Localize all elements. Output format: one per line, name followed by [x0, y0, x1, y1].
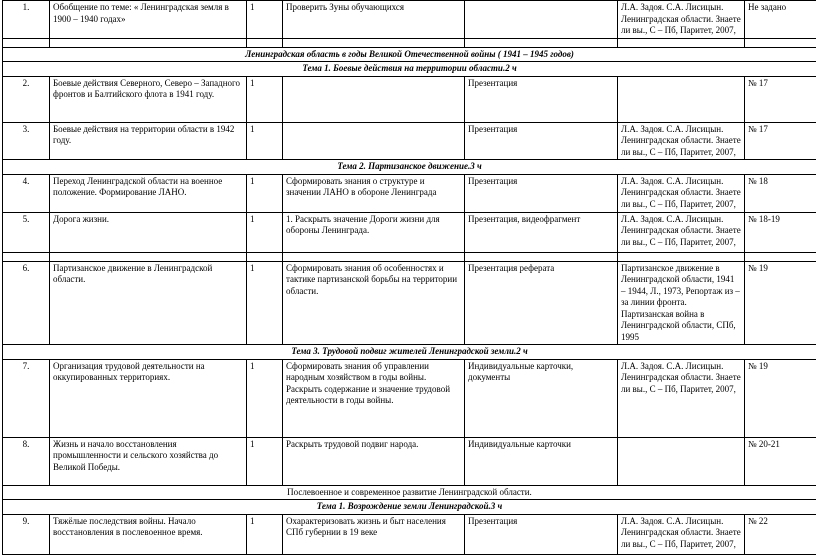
lesson-goal: Сформировать знания об управлении народным хозяйством в годы войны. Раскрыть содержание и значение трудовой деятельности в годы войны.	[283, 359, 465, 437]
lesson-number: 6.	[3, 261, 50, 345]
lesson-form: Индивидуальные карточки	[465, 437, 618, 485]
lesson-topic: Жизнь и начало восстановления промышленности и сельского хозяйства до Великой Победы.	[50, 437, 247, 485]
table-row	[3, 514, 816, 554]
table-row	[3, 38, 816, 47]
lesson-hours: 1	[247, 261, 283, 345]
lesson-topic: Дорога жизни.	[50, 212, 247, 252]
lesson-number: 5.	[3, 212, 50, 252]
lesson-topic: Боевые действия Северного, Северо – Западного фронтов и Балтийского флота в 1941 году.	[50, 76, 247, 122]
lesson-goal	[283, 76, 465, 122]
lesson-literature: Л.А. Задоя. С.А. Лисицын. Ленинградская области. Знаете ли вы., С – Пб, Паритет, 2007,	[618, 174, 745, 212]
section-row	[3, 485, 816, 500]
table-row	[3, 252, 816, 261]
table-row	[3, 76, 816, 122]
table-row	[3, 359, 816, 437]
lesson-goal: Раскрыть трудовой подвиг народа.	[283, 437, 465, 485]
section-row	[3, 345, 816, 360]
lesson-literature	[618, 76, 745, 122]
lesson-form: Презентация	[465, 174, 618, 212]
lesson-hours: 1	[247, 212, 283, 252]
lesson-goal	[283, 122, 465, 160]
lesson-literature: Партизанское движение в Ленинградской области, 1941 – 1944, Л., 1973, Репортаж из – за линии фронта. Партизанская война в Ленинградской области, СПб, 1995	[618, 261, 745, 345]
lesson-literature: Л.А. Задоя. С.А. Лисицын. Ленинградская области. Знаете ли вы., С – Пб, Паритет, 2007,	[618, 359, 745, 437]
lesson-form: Индивидуальные карточки, документы	[465, 359, 618, 437]
lesson-form: Презентация реферата	[465, 261, 618, 345]
table-row	[3, 122, 816, 160]
lesson-homework: № 22	[745, 514, 816, 554]
lesson-hours: 1	[247, 359, 283, 437]
lesson-hours: 1	[247, 1, 283, 39]
section-heading: Тема 3. Трудовой подвиг жителей Ленинградской земли.2 ч	[3, 345, 816, 360]
lesson-topic: Тяжёлые последствия войны. Начало восстановления в послевоенное время.	[50, 514, 247, 554]
lesson-topic: Обобщение по теме: « Ленинградская земля в 1900 – 1940 годах»	[50, 1, 247, 39]
section-row	[3, 62, 816, 77]
curriculum-table	[2, 0, 816, 555]
section-row	[3, 160, 816, 175]
lesson-literature: Л.А. Задоя. С.А. Лисицын. Ленинградская области. Знаете ли вы., С – Пб, Паритет, 2007,	[618, 212, 745, 252]
lesson-number: 3.	[3, 122, 50, 160]
lesson-goal: Сформировать знания о структуре и значении ЛАНО в обороне Ленинграда	[283, 174, 465, 212]
lesson-homework: № 18-19	[745, 212, 816, 252]
lesson-homework: № 20-21	[745, 437, 816, 485]
lesson-hours: 1	[247, 122, 283, 160]
lesson-literature: Л.А. Задоя. С.А. Лисицын. Ленинградская области. Знаете ли вы., С – Пб, Паритет, 2007,	[618, 122, 745, 160]
lesson-topic: Организация трудовой деятельности на оккупированных территориях.	[50, 359, 247, 437]
lesson-homework: № 19	[745, 261, 816, 345]
section-heading: Ленинградская область в годы Великой Отечественной войны ( 1941 – 1945 годов)	[3, 47, 816, 62]
lesson-homework: № 17	[745, 76, 816, 122]
lesson-homework: Не задано	[745, 1, 816, 39]
lesson-form: Презентация, видеофрагмент	[465, 212, 618, 252]
lesson-topic: Боевые действия на территории области в 1942 году.	[50, 122, 247, 160]
section-row	[3, 47, 816, 62]
lesson-hours: 1	[247, 76, 283, 122]
lesson-form	[465, 1, 618, 39]
lesson-homework: № 19	[745, 359, 816, 437]
lesson-number: 7.	[3, 359, 50, 437]
lesson-goal: Проверить Зуны обучающихся	[283, 1, 465, 39]
lesson-homework: № 18	[745, 174, 816, 212]
lesson-form: Презентация	[465, 122, 618, 160]
lesson-number: 1.	[3, 1, 50, 39]
lesson-literature: Л.А. Задоя. С.А. Лисицын. Ленинградская области. Знаете ли вы., С – Пб, Паритет, 2007,	[618, 514, 745, 554]
table-row	[3, 437, 816, 485]
lesson-goal: 1. Раскрыть значение Дороги жизни для обороны Ленинграда.	[283, 212, 465, 252]
lesson-hours: 1	[247, 174, 283, 212]
section-heading: Тема 2. Партизанское движение.3 ч	[3, 160, 816, 175]
lesson-number: 2.	[3, 76, 50, 122]
lesson-literature	[618, 437, 745, 485]
lesson-goal: Сформировать знания об особенностях и тактике партизанской борьбы на территории области.	[283, 261, 465, 345]
lesson-number: 8.	[3, 437, 50, 485]
table-row	[3, 261, 816, 345]
table-row	[3, 174, 816, 212]
table-row	[3, 212, 816, 252]
section-heading: Тема 1. Возрождение земли Ленинградской.3 ч	[3, 500, 816, 515]
section-heading: Послевоенное и современное развитие Ленинградской области.	[3, 485, 816, 500]
section-row	[3, 500, 816, 515]
lesson-literature: Л.А. Задоя. С.А. Лисицын. Ленинградская области. Знаете ли вы., С – Пб, Паритет, 2007,	[618, 1, 745, 39]
lesson-hours: 1	[247, 437, 283, 485]
lesson-number: 4.	[3, 174, 50, 212]
lesson-form: Презентация	[465, 76, 618, 122]
lesson-number: 9.	[3, 514, 50, 554]
lesson-goal: Охарактеризовать жизнь и быт населения СПб губернии в 19 веке	[283, 514, 465, 554]
table-row	[3, 1, 816, 39]
lesson-topic: Переход Ленинградской области на военное положение. Формирование ЛАНО.	[50, 174, 247, 212]
section-heading: Тема 1. Боевые действия на территории области.2 ч	[3, 62, 816, 77]
lesson-form: Презентация	[465, 514, 618, 554]
lesson-homework: № 17	[745, 122, 816, 160]
lesson-hours: 1	[247, 514, 283, 554]
lesson-topic: Партизанское движение в Ленинградской области.	[50, 261, 247, 345]
